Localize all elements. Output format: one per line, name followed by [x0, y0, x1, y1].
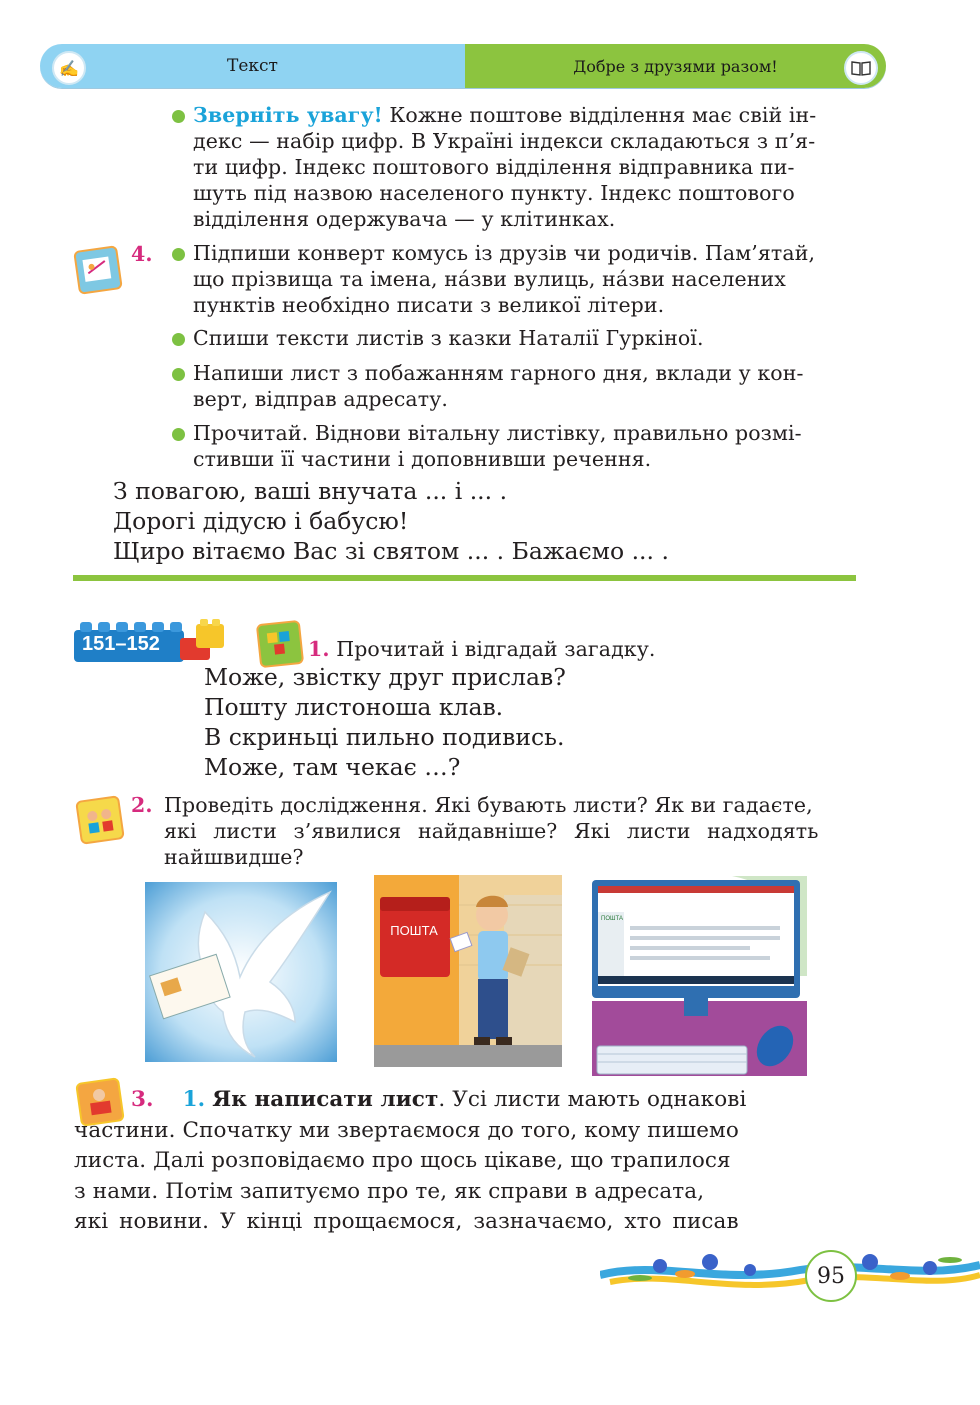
- group-work-icon: [75, 795, 125, 845]
- text-line: які новини. У кінці прощаємося, зазначаємо, хто писав: [74, 1209, 739, 1234]
- text-line: шуть під назвою населеного пункту. Індекс поштового: [193, 181, 795, 205]
- card-line: З повагою, ваші внучата ... і ... .: [113, 477, 508, 505]
- bullet-icon: [172, 368, 185, 381]
- text-line: листа. Далі розповідаємо про щось цікаве, що трапилося: [74, 1148, 731, 1173]
- reading-task-icon: [256, 620, 304, 668]
- task-2-text: [164, 792, 856, 870]
- card-line: Дорогі дідусю і бабусю!: [113, 507, 409, 535]
- riddle-line: Пошту листоноша клав.: [204, 693, 504, 721]
- text-line: відділення одержувача — у клітинках.: [193, 207, 616, 231]
- task-1-text: Прочитай і відгадай загадку.: [336, 637, 656, 661]
- text-line: . Усі листи мають однакові: [438, 1087, 747, 1112]
- riddle-poem: [204, 662, 704, 782]
- card-line: Щиро вітаємо Вас зі святом ... . Бажаємо ... .: [113, 537, 669, 565]
- text-line: Спиши тексти листів з казки Наталії Гуркіної.: [193, 326, 704, 350]
- header-left-title: Текст: [227, 56, 278, 76]
- text-line: частини. Спочатку ми звертаємося до того, кому пишемо: [74, 1117, 739, 1143]
- riddle-line: В скриньці пильно подивись.: [204, 723, 565, 751]
- task-4-item-4: [193, 420, 856, 472]
- riddle-line: Може, звістку друг прислав?: [204, 663, 566, 691]
- bullet-icon: [172, 333, 185, 346]
- text-line: Прочитай. Віднови вітальну листівку, правильно розмі-: [193, 421, 802, 445]
- task-4-item-1: [193, 240, 856, 318]
- header-right-title: Добре з друзями разом!: [573, 56, 778, 76]
- text-line: Напиши лист з побажанням гарного дня, вклади у кон-: [193, 361, 804, 385]
- text-line: що прізвища та імена, на́зви вулиць, на́зви населених: [193, 267, 786, 291]
- attention-label: Зверніть увагу!: [193, 103, 383, 127]
- text-line: декс — набір цифр. В Україні індекси складаються з п’я-: [193, 129, 816, 153]
- bullet-icon: [172, 428, 185, 441]
- task-4-number: 4.: [131, 242, 153, 266]
- page-number: 95: [805, 1250, 857, 1302]
- bullet-icon: [172, 110, 185, 123]
- attention-paragraph: [193, 102, 856, 232]
- header-section-right: [465, 44, 886, 88]
- task-3-paragraph: [74, 1085, 856, 1238]
- book-icon: [844, 51, 878, 85]
- computer-email-image: [592, 876, 807, 1076]
- lesson-number-badge: 151–152: [82, 633, 160, 655]
- text-line: Проведіть дослідження. Які бувають листи? Як ви гадаєте,: [164, 793, 813, 817]
- task-2-number: 2.: [131, 793, 153, 817]
- task-3-number: 3.: [131, 1087, 154, 1112]
- section-divider: [73, 575, 856, 581]
- text-line: Кожне поштове відділення має свій ін-: [389, 103, 817, 127]
- text-line: найшвидше?: [164, 845, 304, 869]
- text-line: стивши її частини і доповнивши речення.: [193, 447, 652, 471]
- page-header: [40, 44, 886, 88]
- postman-with-mailbox-image: [374, 875, 562, 1067]
- task-4-item-3: [193, 360, 856, 412]
- text-line: верт, відправ адресату.: [193, 387, 448, 411]
- header-section-left: [40, 44, 465, 88]
- writing-task-icon: [73, 245, 123, 295]
- task-3-sub-number: 1.: [182, 1087, 206, 1112]
- text-line: пунктів необхідно писати з великої літери.: [193, 293, 665, 317]
- mailbox-label: ПОШТА: [390, 923, 438, 938]
- greeting-card-text: [113, 476, 853, 566]
- text-line: ти цифр. Індекс поштового відділення відправника пи-: [193, 155, 795, 179]
- pen-icon: ✍: [52, 51, 86, 85]
- task-4-item-2: [193, 325, 856, 351]
- text-line: які листи з’явилися найдавніше? Які листи надходять: [164, 819, 819, 843]
- floral-ribbon-decoration: [600, 1240, 980, 1300]
- text-line: з нами. Потім запитуємо про те, як справи в адресата,: [74, 1178, 705, 1204]
- dove-with-letter-image: [145, 882, 337, 1062]
- riddle-line: Може, там чекає …?: [204, 753, 461, 781]
- screen-label: ПОШТА: [601, 916, 623, 922]
- bullet-icon: [172, 248, 185, 261]
- task-3-heading: Як написати лист: [212, 1087, 439, 1112]
- task-1-number: 1.: [308, 637, 330, 661]
- text-line: Підпиши конверт комусь із друзів чи родичів. Пам’ятай,: [193, 241, 816, 265]
- task-1-heading: [308, 636, 656, 662]
